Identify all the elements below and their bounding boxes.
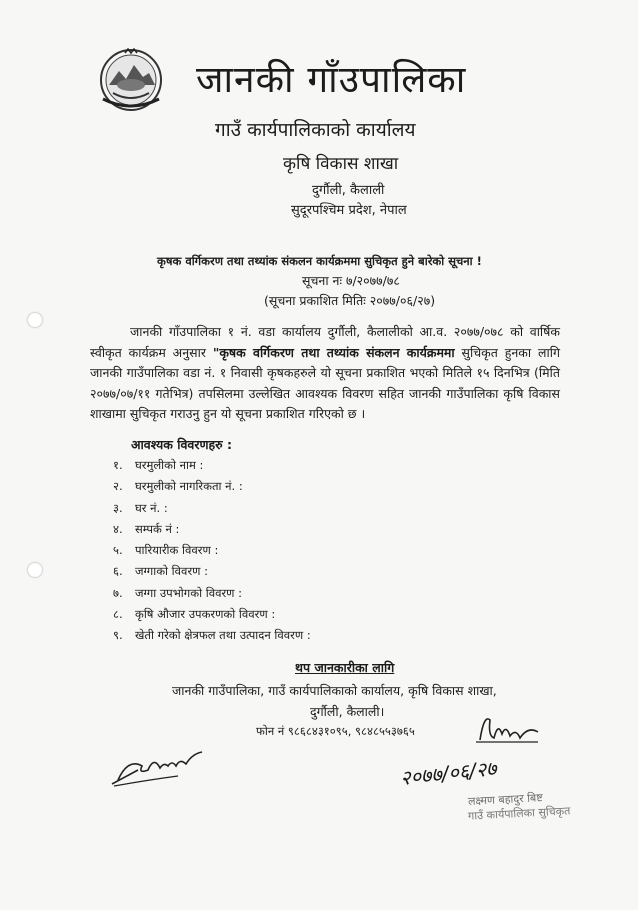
requirement-label: खेती गरेको क्षेत्रफल तथा उत्पादन विवरण :: [135, 628, 311, 643]
requirement-label: घरमुलीको नाम :: [135, 458, 204, 472]
requirement-label: घर नं. :: [135, 500, 168, 515]
requirements-heading: आवश्यक विवरणहरु :: [131, 437, 232, 452]
requirement-number: २.: [113, 479, 123, 494]
contact-phone: फोन नं ९८६८४३१०९५, ९८४८५५३७६५: [256, 724, 415, 738]
requirement-item: [113, 625, 311, 646]
punch-hole-top: [28, 313, 42, 327]
notice-published-date: (सूचना प्रकाशित मितिः २०७७/०६/२७): [264, 293, 436, 308]
requirement-number: ६.: [113, 564, 123, 579]
handwritten-signature-left: [108, 740, 208, 792]
requirements-list: [113, 455, 311, 647]
branch-name: कृषि विकास शाखा: [283, 154, 399, 174]
punch-hole-bottom: [28, 563, 42, 577]
requirement-label: जग्गा उपभोगको विवरण :: [135, 585, 243, 600]
body-text-bold: "कृषक वर्गिकरण तथा तथ्यांक संकलन कार्यक्रममा: [212, 344, 455, 360]
requirement-number: ४.: [113, 521, 123, 536]
requirement-item: [113, 604, 311, 625]
handwritten-signature-right: [398, 712, 548, 790]
requirement-item: [113, 561, 311, 582]
body-text-part1: जानकी गाँउपालिका १ नं. वडा कार्यालय दुर्गौली, कैलालीको आ.व. २०७७/०७८ को वार्षिक स्वीकृत कार्यक्रम अनुसार: [90, 324, 560, 360]
requirement-number: ७.: [113, 585, 123, 600]
stamp-title: गाउँ कार्यपालिका सुचिकृत: [467, 804, 571, 823]
notice-subject: कृषक वर्गिकरण तथा तथ्यांक संकलन कार्यक्रममा सुचिकृत हुने बारेको सूचना !: [157, 254, 482, 268]
contact-address-line1: जानकी गाउँपालिका, गाउँ कार्यपालिकाको कार्यालय, कृषि विकास शाखा,: [172, 683, 497, 698]
contact-address-line2: दुर्गौली, कैलाली।: [310, 704, 385, 719]
signature-date: २०७७/०६/२७: [399, 756, 498, 790]
requirement-item: [113, 455, 311, 476]
requirement-item: [113, 519, 311, 540]
office-name: गाउँ कार्यपालिकाको कार्यालय: [215, 119, 416, 141]
requirement-label: पारियारीक विवरण :: [135, 543, 219, 558]
requirement-label: जग्गाको विवरण :: [135, 564, 208, 579]
requirement-number: ३.: [113, 500, 123, 515]
notice-body: [90, 322, 560, 425]
requirement-label: घरमुलीको नागरिकता नं. :: [135, 479, 243, 494]
municipality-title: जानकी गाँउपालिका: [196, 58, 467, 101]
body-text-part2: सुचिकृत हुनका लागि जानकी गाउँपालिका वडा नं. १ निवासी कृषकहरुले यो सूचना प्रकाशित भएको मितिले १५ दिनभित्र (मिति २०७७/०७/११ गतेभित्र) तपसिलमा उल्लेखित आवश्यक विवरण सहित जानकी गाउँपालिका कृषि विकास शाखामा सुचिकृत गराउनु हुन यो सूचना प्रकाशित गरिएको छ ।: [90, 344, 560, 421]
requirement-label: सम्पर्क नं :: [135, 521, 180, 536]
requirement-label: कृषि औजार उपकरणको विवरण :: [135, 607, 276, 622]
nepal-emblem-icon: [95, 47, 167, 113]
requirement-item: [113, 583, 311, 604]
requirement-item: [113, 476, 311, 497]
stamp-name: लक्ष्मण बहादुर बिष्ट: [467, 791, 544, 808]
requirement-number: ९.: [113, 628, 123, 643]
requirement-number: १.: [113, 458, 123, 472]
requirement-number: ५.: [113, 543, 123, 558]
contact-heading: थप जानकारीका लागि: [295, 660, 395, 675]
location-line: दुर्गौली, कैलाली: [312, 183, 385, 198]
requirement-item: [113, 540, 311, 561]
notice-number: सूचना नः ७/२०७७/७८: [302, 273, 400, 288]
requirement-item: [113, 498, 311, 519]
province-line: सुदूरपश्चिम प्रदेश, नेपाल: [291, 203, 407, 218]
requirement-number: ८.: [113, 607, 123, 622]
